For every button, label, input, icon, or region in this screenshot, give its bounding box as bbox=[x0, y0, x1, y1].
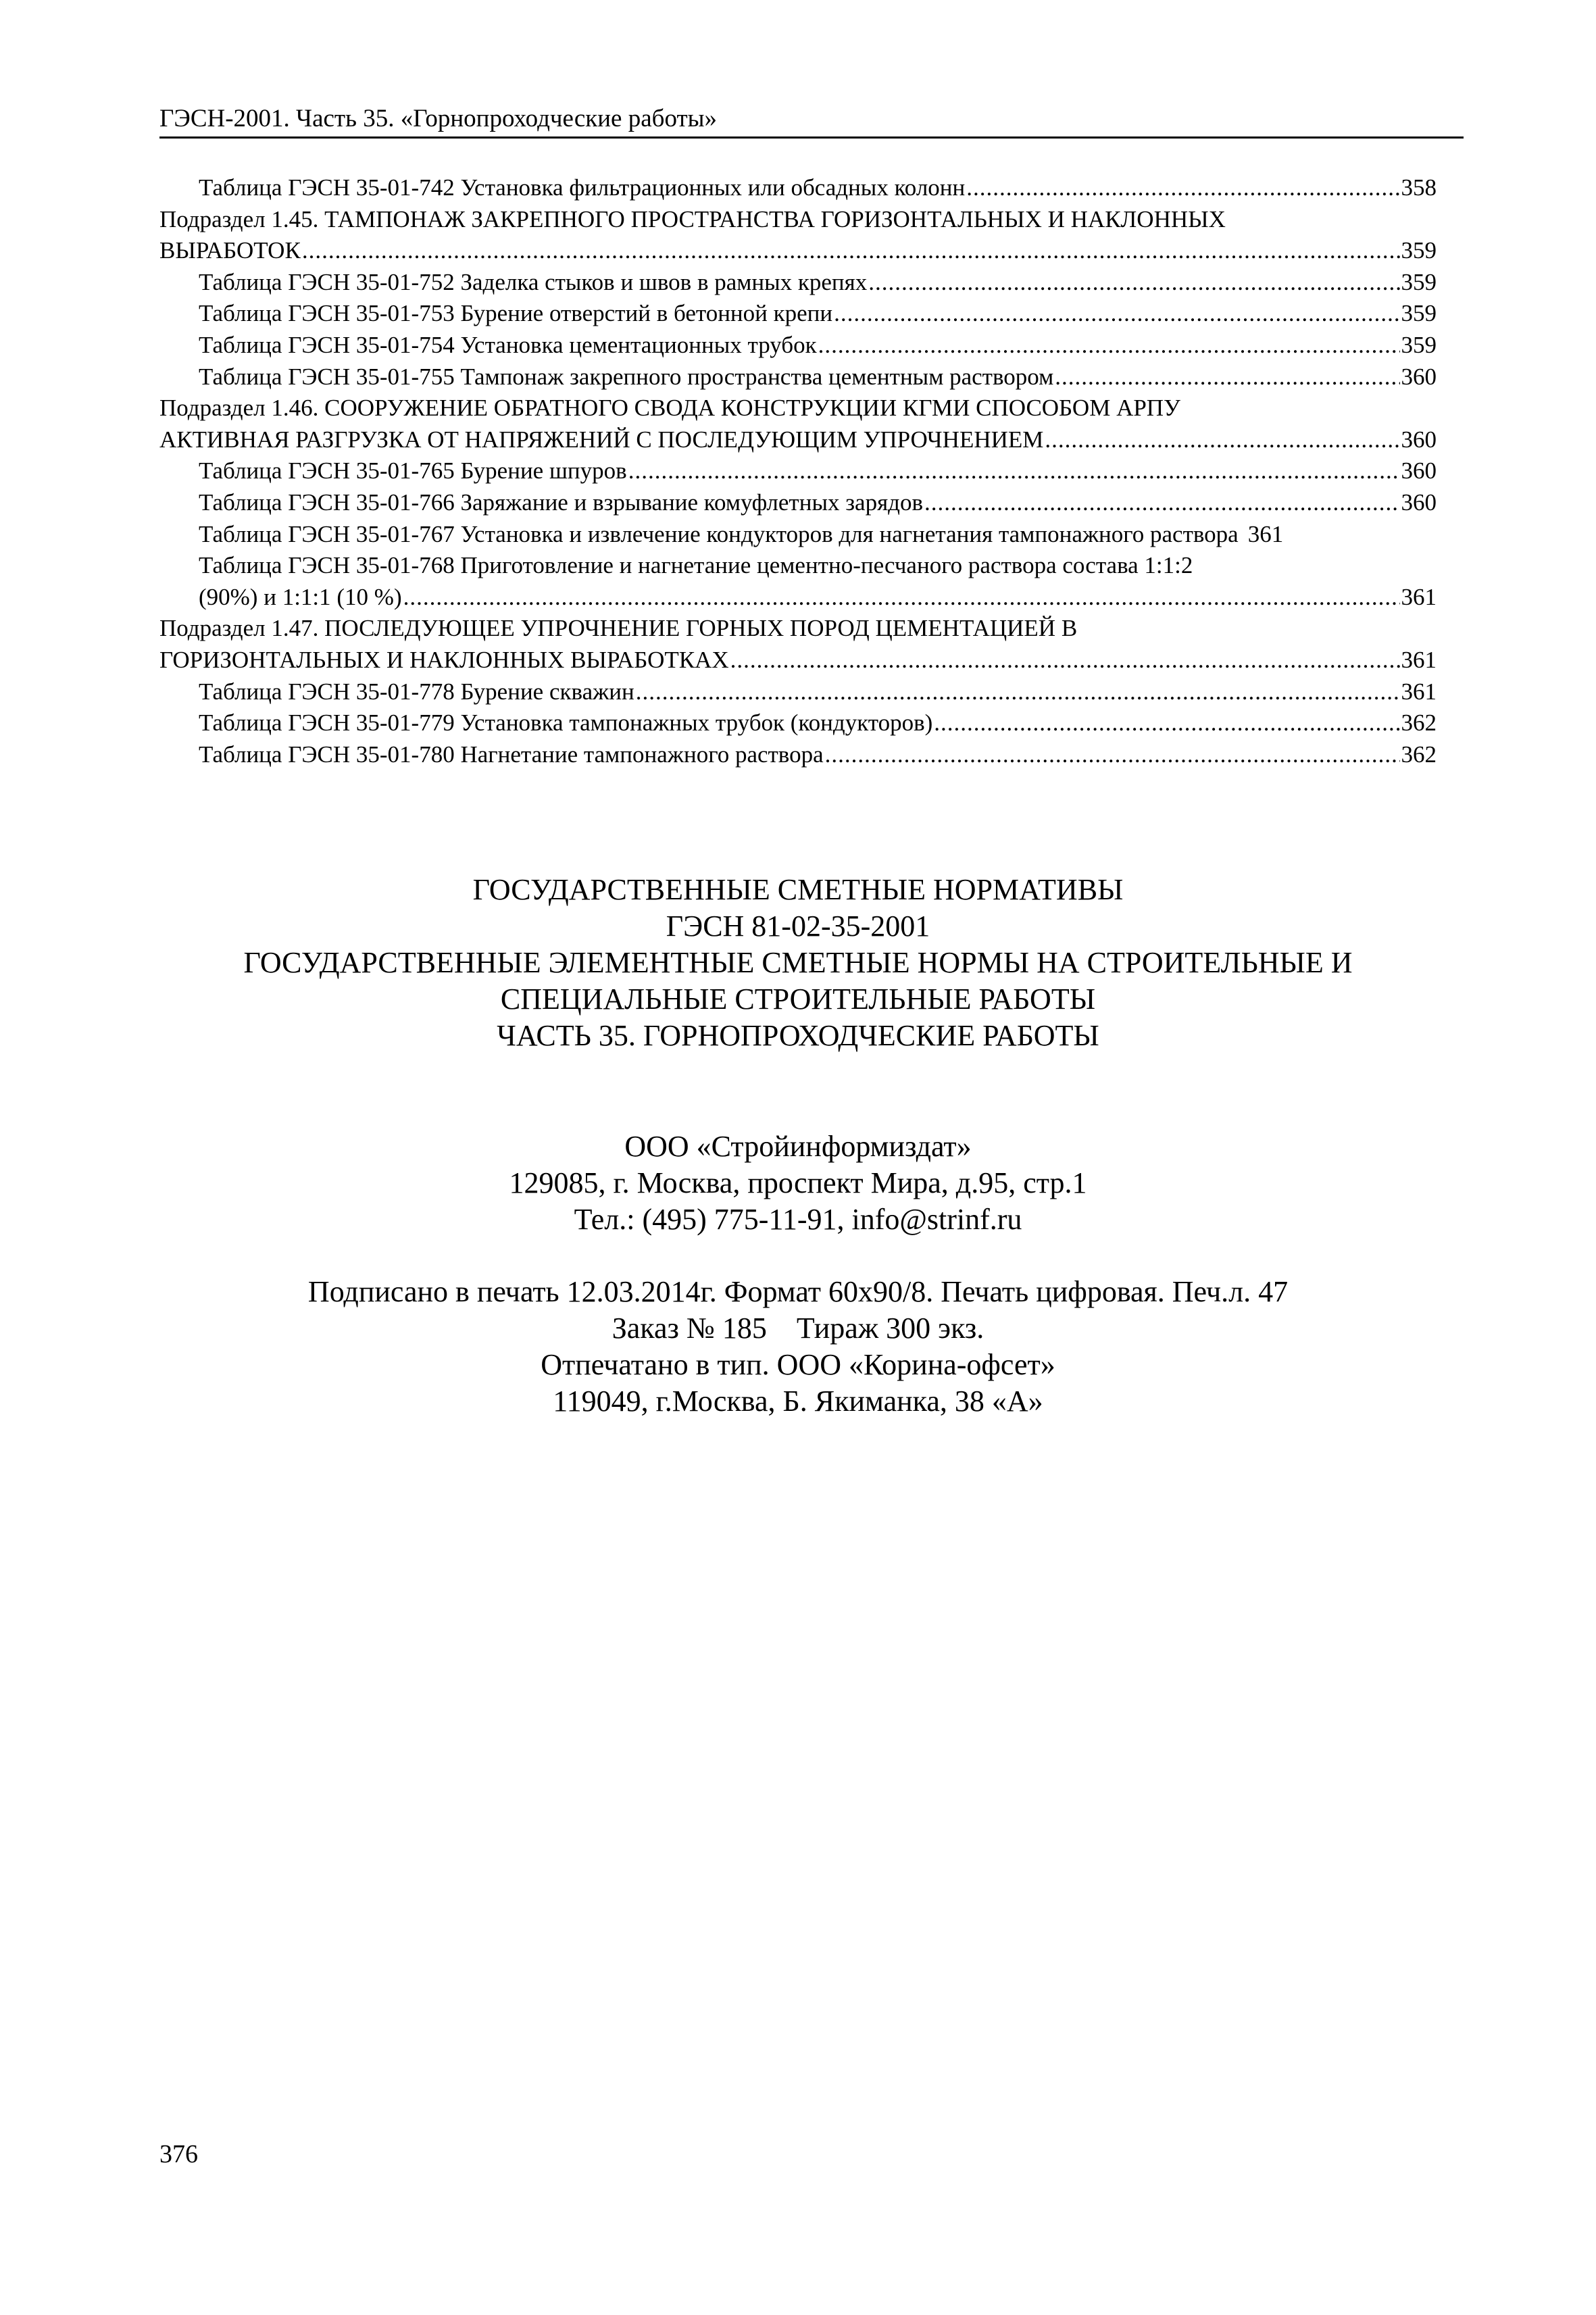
toc-entry-752 bbox=[159, 267, 1437, 299]
toc-page-number: 361 bbox=[1247, 520, 1284, 547]
toc-entry-title: Таблица ГЭСН 35-01-767 Установка и извлечение кондукторов для нагнетания тампонажного раствора bbox=[199, 520, 1239, 547]
toc-entry-title: Таблица ГЭСН 35-01-754 Установка цементационных трубок bbox=[199, 331, 817, 358]
toc-page-number: 360 bbox=[1401, 363, 1437, 390]
publisher-contact: Тел.: (495) 775-11-91, info@strinf.ru bbox=[574, 1203, 1022, 1236]
title-line-1: ГОСУДАРСТВЕННЫЕ СМЕТНЫЕ НОРМАТИВЫ bbox=[472, 873, 1124, 906]
toc-page-number: 360 bbox=[1401, 426, 1437, 453]
toc-page-number: 361 bbox=[1401, 678, 1437, 705]
publisher-name: ООО «Стройинформиздат» bbox=[624, 1130, 972, 1163]
toc-page-number: 359 bbox=[1401, 237, 1437, 264]
toc-leader-dots bbox=[924, 487, 1399, 519]
toc-entry-title: ВЫРАБОТОК bbox=[159, 237, 301, 264]
toc-section-1-47 bbox=[159, 645, 1437, 676]
toc-entry-766 bbox=[159, 487, 1437, 519]
toc-page-number: 361 bbox=[1401, 646, 1437, 673]
toc-entry-755 bbox=[159, 362, 1437, 393]
toc-page-number: 358 bbox=[1401, 174, 1437, 201]
toc-page-number: 359 bbox=[1401, 331, 1437, 358]
toc-leader-dots bbox=[302, 235, 1400, 267]
toc-entry-title: АКТИВНАЯ РАЗГРУЗКА ОТ НАПРЯЖЕНИЙ С ПОСЛЕДУЮЩИМ УПРОЧНЕНИЕМ bbox=[159, 426, 1044, 453]
page-number: 376 bbox=[159, 2140, 198, 2168]
title-line-3: ГОСУДАРСТВЕННЫЕ ЭЛЕМЕНТНЫЕ СМЕТНЫЕ НОРМЫ НА СТРОИТЕЛЬНЫЕ И bbox=[243, 946, 1353, 979]
imprint-order: Заказ № 185 bbox=[612, 1312, 767, 1345]
toc-entry-title: Таблица ГЭСН 35-01-780 Нагнетание тампонажного раствора bbox=[199, 741, 824, 768]
toc-section-1-45 bbox=[159, 235, 1437, 267]
toc-page-number: 362 bbox=[1401, 741, 1437, 768]
toc-leader-dots bbox=[818, 330, 1400, 362]
document-title-block bbox=[159, 872, 1437, 1054]
toc-entry-779 bbox=[159, 707, 1437, 739]
toc-leader-dots bbox=[868, 267, 1399, 299]
imprint-printer-address: 119049, г.Москва, Б. Якиманка, 38 «А» bbox=[553, 1385, 1043, 1418]
imprint-printed-by: Отпечатано в тип. ООО «Корина-офсет» bbox=[541, 1348, 1055, 1381]
toc-entry-765 bbox=[159, 455, 1437, 487]
toc-entry-title: ГОРИЗОНТАЛЬНЫХ И НАКЛОННЫХ ВЫРАБОТКАХ bbox=[159, 646, 729, 673]
toc-entry-768 bbox=[159, 582, 1437, 614]
title-line-4: СПЕЦИАЛЬНЫЕ СТРОИТЕЛЬНЫЕ РАБОТЫ bbox=[500, 982, 1096, 1016]
toc-entry-title: Таблица ГЭСН 35-01-752 Заделка стыков и швов в рамных крепях bbox=[199, 268, 868, 295]
title-line-2: ГЭСН 81-02-35-2001 bbox=[666, 910, 930, 943]
toc-leader-dots bbox=[730, 645, 1400, 676]
publisher-address: 129085, г. Москва, проспект Мира, д.95, стр.1 bbox=[509, 1166, 1087, 1199]
toc-page-number: 359 bbox=[1401, 268, 1437, 295]
toc-entry-title: Таблица ГЭСН 35-01-778 Бурение скважин bbox=[199, 678, 634, 705]
toc-page-number: 360 bbox=[1401, 457, 1437, 484]
toc-page-number: 362 bbox=[1401, 710, 1437, 737]
toc-entry-title: Таблица ГЭСН 35-01-755 Тампонаж закрепного пространства цементным раствором bbox=[199, 363, 1054, 390]
toc-entry-title: Таблица ГЭСН 35-01-766 Заряжание и взрывание комуфлетных зарядов bbox=[199, 489, 924, 516]
toc-entry-768-line1: Таблица ГЭСН 35-01-768 Приготовление и нагнетание цементно-песчаного раствора состава 1:1:2 bbox=[199, 552, 1193, 579]
toc-leader-dots bbox=[834, 298, 1399, 330]
imprint-run: Тираж 300 экз. bbox=[796, 1312, 984, 1345]
toc-leader-dots bbox=[1045, 424, 1399, 456]
imprint-order-line bbox=[159, 1310, 1437, 1347]
toc-entry-767 bbox=[159, 519, 1437, 551]
toc-section-1-46 bbox=[159, 424, 1437, 456]
title-line-5: ЧАСТЬ 35. ГОРНОПРОХОДЧЕСКИЕ РАБОТЫ bbox=[497, 1019, 1099, 1052]
toc-entry-title: (90%) и 1:1:1 (10 %) bbox=[199, 583, 402, 610]
toc-entry-title: Таблица ГЭСН 35-01-779 Установка тампонажных трубок (кондукторов) bbox=[199, 710, 933, 737]
toc-entry-780 bbox=[159, 739, 1437, 771]
toc-leader-dots bbox=[966, 172, 1399, 204]
table-of-contents bbox=[159, 172, 1437, 770]
imprint-signed: Подписано в печать 12.03.2014г. Формат 60x90/8. Печать цифровая. Печ.л. 47 bbox=[307, 1275, 1289, 1308]
toc-section-1-46-line1: Подраздел 1.46. СООРУЖЕНИЕ ОБРАТНОГО СВОДА КОНСТРУКЦИИ КГМИ СПОСОБОМ АРПУ bbox=[159, 395, 1180, 422]
toc-entry-742 bbox=[159, 172, 1437, 204]
toc-entry-title: Таблица ГЭСН 35-01-765 Бурение шпуров bbox=[199, 457, 627, 484]
toc-page-number: 359 bbox=[1401, 300, 1437, 327]
running-header: ГЭСН-2001. Часть 35. «Горнопроходческие работы» bbox=[159, 103, 1464, 139]
toc-leader-dots bbox=[628, 455, 1400, 487]
toc-entry-778 bbox=[159, 676, 1437, 708]
toc-leader-dots bbox=[825, 739, 1400, 771]
toc-leader-dots bbox=[403, 582, 1400, 614]
toc-entry-754 bbox=[159, 330, 1437, 362]
publisher-block bbox=[159, 1128, 1437, 1238]
toc-leader-dots bbox=[1055, 362, 1399, 393]
toc-leader-dots bbox=[636, 676, 1400, 708]
toc-page-number: 360 bbox=[1401, 489, 1437, 516]
imprint-block bbox=[159, 1274, 1437, 1420]
toc-entry-title: Таблица ГЭСН 35-01-753 Бурение отверстий в бетонной крепи bbox=[199, 300, 833, 327]
toc-leader-dots bbox=[934, 707, 1399, 739]
toc-entry-title: Таблица ГЭСН 35-01-742 Установка фильтрационных или обсадных колонн bbox=[199, 174, 966, 201]
toc-section-1-47-line1: Подраздел 1.47. ПОСЛЕДУЮЩЕЕ УПРОЧНЕНИЕ ГОРНЫХ ПОРОД ЦЕМЕНТАЦИЕЙ В bbox=[159, 615, 1078, 642]
toc-section-1-45-line1: Подраздел 1.45. ТАМПОНАЖ ЗАКРЕПНОГО ПРОСТРАНСТВА ГОРИЗОНТАЛЬНЫХ И НАКЛОННЫХ bbox=[159, 205, 1226, 232]
toc-entry-753 bbox=[159, 298, 1437, 330]
toc-page-number: 361 bbox=[1401, 583, 1437, 610]
